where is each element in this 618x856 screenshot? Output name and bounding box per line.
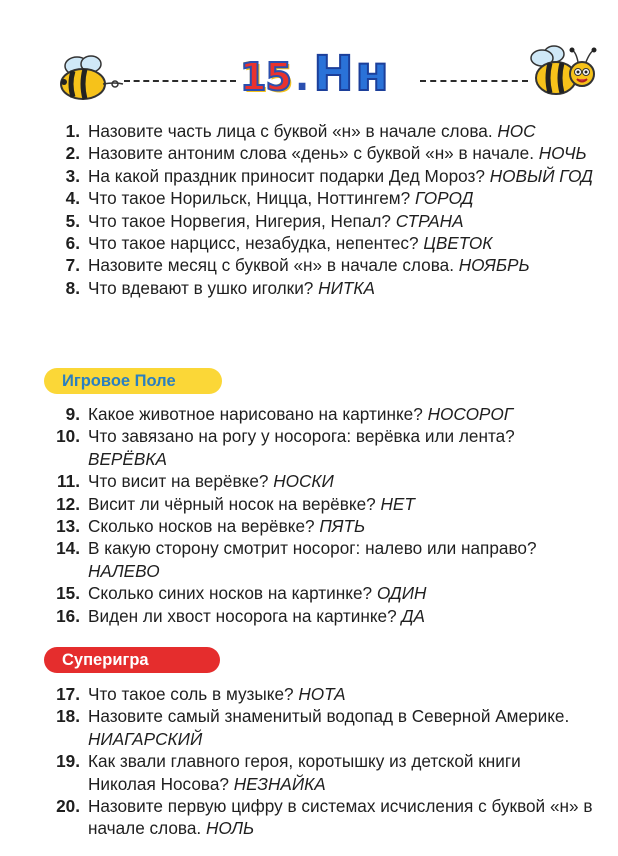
question-text: Что такое нарцисс, незабудка, непентес? — [88, 233, 424, 254]
question-item — [0, 582, 618, 604]
bee-left-icon — [55, 54, 127, 104]
question-item — [0, 142, 618, 164]
section-badge-game-field: Игровое Поле — [44, 368, 222, 394]
question-item — [0, 277, 618, 299]
question-item — [0, 120, 618, 142]
question-number: 2. — [65, 143, 80, 164]
question-number: 14. — [56, 538, 80, 559]
dashed-line-right — [420, 80, 528, 82]
question-answer: НЕТ — [380, 493, 415, 514]
question-answer: НОЧЬ — [538, 143, 587, 164]
question-item — [0, 683, 618, 705]
question-text: Что завязано на рогу у носорога: верёвка или лента? — [88, 426, 515, 447]
section-badge-super-game: Суперигра — [44, 647, 220, 673]
question-answer: НОСОРОГ — [427, 404, 514, 424]
question-text: Назовите месяц с буквой «н» в начале слова. — [88, 255, 459, 276]
question-text: Назовите антоним слова «день» с буквой «н» в начале. — [88, 143, 539, 164]
question-number: 16. — [56, 605, 80, 626]
question-number: 13. — [56, 516, 80, 537]
question-number: 18. — [56, 706, 80, 727]
question-number: 12. — [56, 493, 80, 514]
question-list-super-game — [0, 683, 618, 840]
question-number: 10. — [56, 426, 80, 447]
question-answer: НИАГАРСКИЙ — [88, 728, 203, 749]
question-text: Назовите часть лица с буквой «н» в начале слова. — [88, 121, 498, 141]
question-item — [0, 165, 618, 187]
question-answer: НОСКИ — [273, 471, 334, 492]
question-item — [0, 403, 618, 425]
question-number: 1. — [65, 121, 80, 141]
question-answer: СТРАНА — [395, 210, 464, 231]
question-item — [0, 187, 618, 209]
question-item — [0, 470, 618, 492]
question-answer: НИТКА — [318, 277, 375, 298]
question-text: Назовите первую цифру в системах исчисления с буквой «н» в начале слова. — [88, 796, 593, 839]
question-text: Виден ли хвост носорога на картинке? — [88, 605, 402, 626]
question-item — [0, 750, 618, 795]
question-text: Как звали главного героя, коротышку из детской книги Николая Носова? — [88, 751, 521, 794]
question-answer: НОЯБРЬ — [458, 255, 530, 276]
question-number: 8. — [65, 277, 80, 298]
question-text: Что такое соль в музыке? — [88, 684, 299, 704]
question-text: Что вдевают в ушко иголки? — [88, 277, 319, 298]
question-item — [0, 254, 618, 276]
question-answer: ОДИН — [376, 583, 427, 604]
question-number: 17. — [56, 684, 80, 704]
question-number: 4. — [65, 188, 80, 209]
question-text: Какое животное нарисовано на картинке? — [88, 404, 428, 424]
question-item — [0, 705, 618, 750]
question-item — [0, 493, 618, 515]
question-answer: НОВЫЙ ГОД — [489, 165, 593, 186]
question-number: 9. — [65, 404, 80, 424]
question-answer: ДА — [401, 605, 426, 626]
page-header — [0, 0, 618, 118]
question-text: Что висит на верёвке? — [88, 471, 274, 492]
question-text: В какую сторону смотрит носорог: налево или направо? — [88, 538, 537, 559]
dashed-line-left — [124, 80, 236, 82]
question-item — [0, 425, 618, 470]
question-text: Висит ли чёрный носок на верёвке? — [88, 493, 381, 514]
question-list-game-field — [0, 403, 618, 627]
question-number: 7. — [65, 255, 80, 276]
question-number: 15. — [56, 583, 80, 604]
title-number: 15 — [240, 55, 291, 99]
question-number: 19. — [56, 751, 80, 772]
question-item — [0, 795, 618, 840]
question-item — [0, 537, 618, 582]
question-answer: НОЛЬ — [205, 818, 255, 839]
question-text: Назовите самый знаменитый водопад в Северной Америке. — [88, 706, 570, 727]
question-number: 11. — [57, 471, 80, 492]
question-answer: НЕЗНАЙКА — [233, 773, 326, 794]
question-answer: ПЯТЬ — [319, 516, 366, 537]
question-number: 3. — [65, 165, 80, 186]
question-text: На какой праздник приносит подарки Дед Мороз? — [88, 165, 490, 186]
question-item — [0, 605, 618, 627]
question-answer: НОТА — [298, 684, 346, 704]
question-text: Что такое Норильск, Ницца, Ноттингем? — [88, 188, 415, 209]
title-dot: . — [294, 55, 310, 99]
question-answer: ВЕРЁВКА — [88, 448, 167, 469]
question-list-intro — [0, 120, 618, 299]
question-item — [0, 210, 618, 232]
question-text: Что такое Норвегия, Нигерия, Непал? — [88, 210, 396, 231]
question-text: Сколько носков на верёвке? — [88, 516, 320, 537]
question-text: Сколько синих носков на картинке? — [88, 583, 377, 604]
question-answer: НАЛЕВО — [88, 560, 160, 581]
page-title — [240, 46, 418, 116]
question-item — [0, 515, 618, 537]
question-answer: ЦВЕТОК — [423, 233, 493, 254]
question-answer: ГОРОД — [414, 188, 474, 209]
question-number: 5. — [65, 210, 80, 231]
question-answer: НОС — [497, 121, 536, 141]
question-item — [0, 232, 618, 254]
title-letters: Нн — [313, 46, 391, 102]
bee-right-icon — [528, 44, 600, 100]
question-number: 20. — [56, 796, 80, 817]
question-number: 6. — [65, 233, 80, 254]
